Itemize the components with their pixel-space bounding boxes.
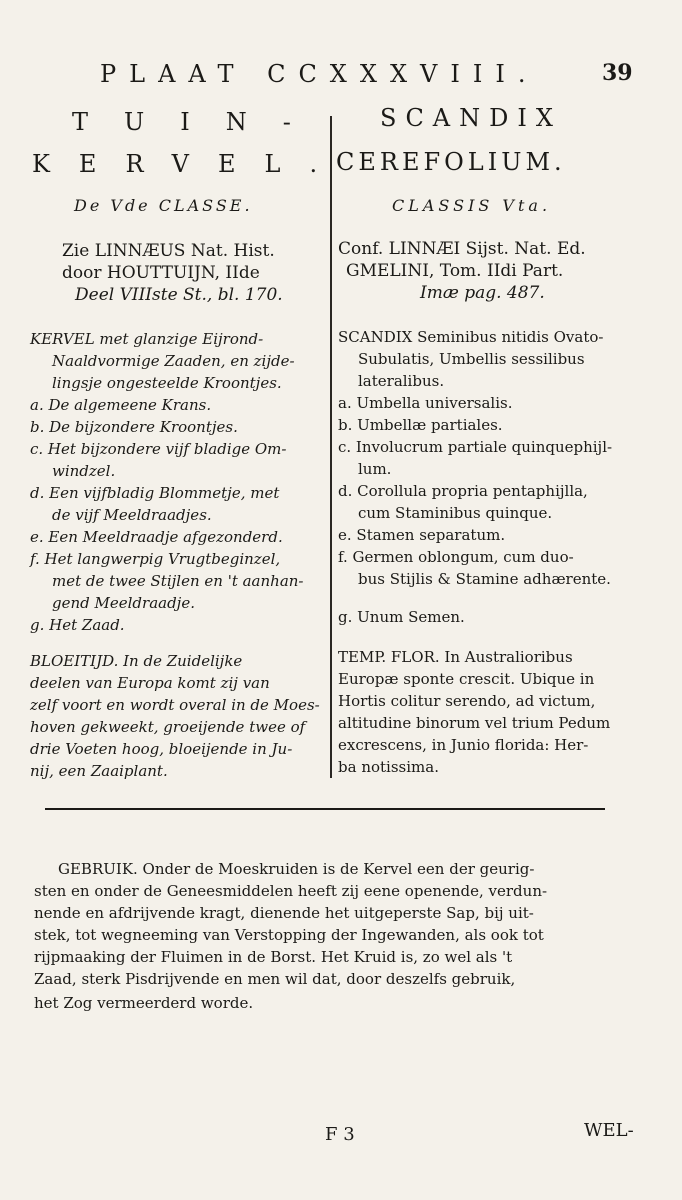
right-desc-line: a. Umbella universalis. xyxy=(338,394,513,412)
gebruik-line: het Zog vermeerderd worde. xyxy=(34,994,254,1012)
left-bloei-line: BLOEITIJD. In de Zuidelijke xyxy=(30,652,243,670)
left-desc-line: de vijf Meeldraadjes. xyxy=(52,506,212,524)
gebruik-line: rijpmaaking der Fluimen in de Borst. Het Kruid is, zo wel als 't xyxy=(34,948,513,966)
gebruik-line: stek, tot wegneeming van Verstopping der Ingewanden, als ook tot xyxy=(34,926,544,944)
left-bloei-line: hoven gekweekt, groeijende twee of xyxy=(30,718,306,736)
right-temp-line: excrescens, in Junio florida: Her- xyxy=(338,736,589,754)
left-title-line1: TUIN- xyxy=(72,108,327,136)
right-desc-line: d. Corollula propria pentaphijlla, xyxy=(338,482,588,500)
left-bloei-line: deelen van Europa komt zij van xyxy=(30,674,270,692)
right-temp-line: TEMP. FLOR. In Australioribus xyxy=(338,648,573,666)
left-bloei-line: zelf voort en wordt overal in de Moes- xyxy=(30,696,320,714)
page-number: 39 xyxy=(602,60,633,86)
right-desc-line: lum. xyxy=(358,460,392,478)
left-desc-line: c. Het bijzondere vijf bladige Om- xyxy=(30,440,287,458)
left-desc-line: d. Een vijfbladig Blommetje, met xyxy=(30,484,280,502)
catchword: WEL- xyxy=(584,1120,634,1141)
left-desc-line: f. Het langwerpig Vrugtbeginzel, xyxy=(30,550,281,568)
left-ref-line: door HOUTTUIJN, IIde xyxy=(62,263,260,283)
left-bloei-line: nij, een Zaaiplant. xyxy=(30,762,168,780)
right-temp-line: Hortis colitur serendo, ad victum, xyxy=(338,692,596,710)
left-ref-line: Zie LINNÆUS Nat. Hist. xyxy=(62,241,275,261)
right-temp-line: Europæ sponte crescit. Ubique in xyxy=(338,670,595,688)
right-desc-line: SCANDIX Seminibus nitidis Ovato- xyxy=(338,328,604,346)
right-title-line2: CEREFOLIUM. xyxy=(336,148,566,176)
section-rule xyxy=(45,808,605,810)
right-desc-line: b. Umbellæ partiales. xyxy=(338,416,503,434)
right-temp-line: altitudine binorum vel trium Pedum xyxy=(338,714,611,732)
left-desc-line: gend Meeldraadje. xyxy=(52,594,195,612)
left-desc-line: e. Een Meeldraadje afgezonderd. xyxy=(30,528,283,546)
left-ref-line: Deel VIIIste St., bl. 170. xyxy=(75,285,283,305)
left-desc-line: Naaldvormige Zaaden, en zijde- xyxy=(52,352,295,370)
plate-title: PLAAT CCXXXVIII. xyxy=(100,60,539,88)
right-ref-line: Conf. LINNÆI Sijst. Nat. Ed. xyxy=(338,239,586,259)
right-desc-line: cum Staminibus quinque. xyxy=(358,504,553,522)
right-desc-line: c. Involucrum partiale quinquephijl- xyxy=(338,438,613,456)
right-title-line1: SCANDIX xyxy=(380,104,562,132)
right-desc-line: g. Unum Semen. xyxy=(338,608,465,626)
signature-mark: F 3 xyxy=(325,1124,355,1145)
right-desc-line: lateralibus. xyxy=(358,372,445,390)
right-ref-line: GMELINI, Tom. IIdi Part. xyxy=(346,261,564,281)
column-divider xyxy=(330,116,332,778)
right-desc-line: e. Stamen separatum. xyxy=(338,526,506,544)
right-desc-line: bus Stijlis & Stamine adhærente. xyxy=(358,570,611,588)
right-ref-line: Imæ pag. 487. xyxy=(420,283,545,303)
left-bloei-line: drie Voeten hoog, bloeijende in Ju- xyxy=(30,740,293,758)
left-desc-line: KERVEL met glanzige Eijrond- xyxy=(30,330,264,348)
gebruik-line: Zaad, sterk Pisdrijvende en men wil dat, door deszelfs gebruik, xyxy=(34,970,516,988)
left-classe: De Vde CLASSE. xyxy=(74,196,253,215)
gebruik-line: nende en afdrijvende kragt, dienende het uitgeperste Sap, bij uit- xyxy=(34,904,534,922)
right-temp-line: ba notissima. xyxy=(338,758,439,776)
left-desc-line: a. De algemeene Krans. xyxy=(30,396,212,414)
right-desc-line: Subulatis, Umbellis sessilibus xyxy=(358,350,585,368)
right-desc-line: f. Germen oblongum, cum duo- xyxy=(338,548,574,566)
gebruik-line: sten en onder de Geneesmiddelen heeft zij eene openende, verdun- xyxy=(34,882,548,900)
gebruik-line: GEBRUIK. Onder de Moeskruiden is de Kervel een der geurig- xyxy=(58,860,535,878)
left-desc-line: lingsje ongesteelde Kroontjes. xyxy=(52,374,282,392)
left-title-line2: KERVEL. xyxy=(32,150,347,178)
left-desc-line: b. De bijzondere Kroontjes. xyxy=(30,418,238,436)
left-desc-line: met de twee Stijlen en 't aanhan- xyxy=(52,572,304,590)
left-desc-line: windzel. xyxy=(52,462,116,480)
left-desc-line: g. Het Zaad. xyxy=(30,616,125,634)
right-classis: CLASSIS Vta. xyxy=(392,196,552,215)
